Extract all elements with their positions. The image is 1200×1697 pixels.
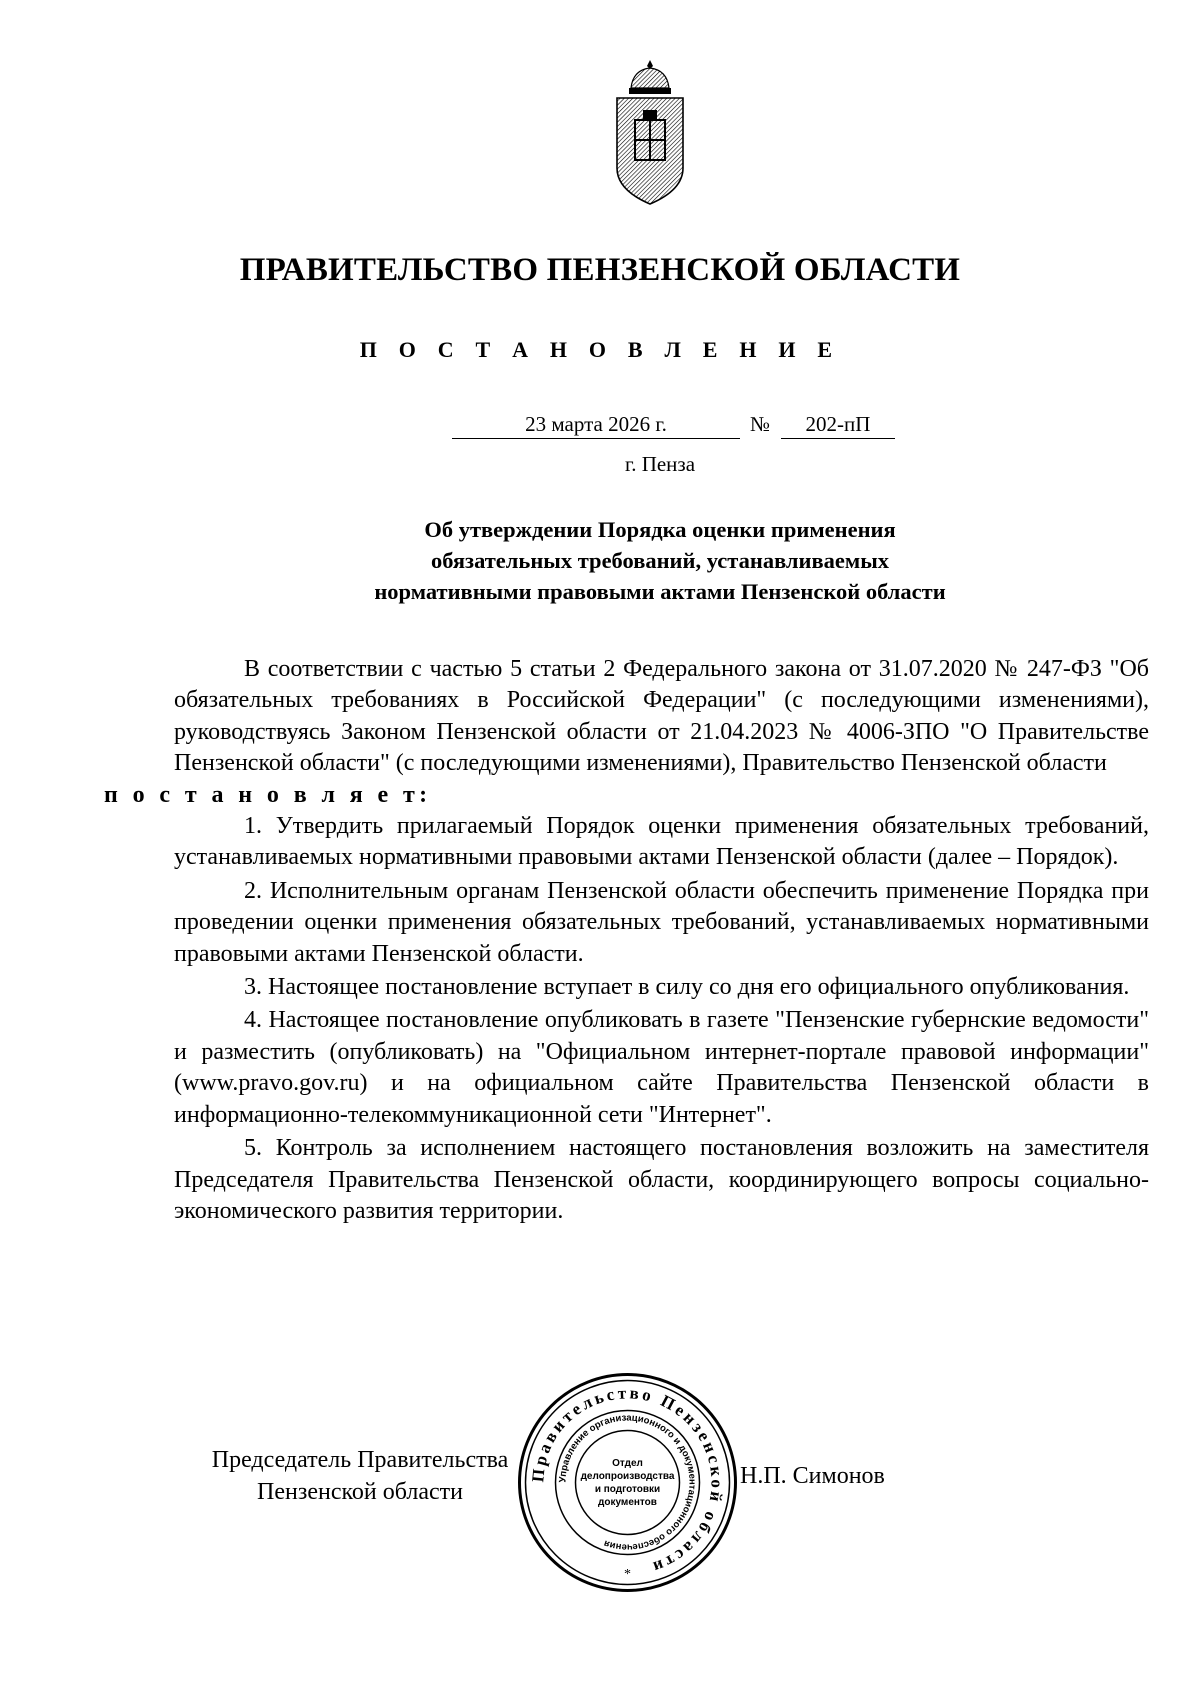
document-subject xyxy=(0,514,1200,607)
signatory-title xyxy=(180,1444,540,1508)
subject-line: Об утверждении Порядка оценки применения xyxy=(424,517,896,542)
document-date: 23 марта 2026 г. xyxy=(452,410,740,439)
signatory-name: Н.П. Симонов xyxy=(740,1463,885,1489)
decides-word: п о с т а н о в л я е т: xyxy=(104,781,432,808)
number-sign: № xyxy=(749,412,771,436)
preamble-text: В соответствии с частью 5 статьи 2 Федерального закона от 31.07.2020 № 247-ФЗ "Об обязательных требованиях в Российской Федерации" (с последующими изменениями), руководствуясь Законом Пензенской области от 21.04.2023 № 4006-ЗПО "О Правительстве Пензенской области" (с последующими изменениями), Правительство Пензенской области xyxy=(174,656,1149,777)
seal-inner-text: Управление организационного и документационного обеспечения xyxy=(557,1412,698,1553)
coat-of-arms-icon xyxy=(609,58,691,208)
subject-line: обязательных требований, устанавливаемых xyxy=(430,548,890,573)
signatory-title-line: Председатель Правительства xyxy=(211,1447,509,1473)
seal-center-line: делопроизводства xyxy=(580,1471,675,1482)
seal-outer-text: Правительство Пензенской области xyxy=(528,1383,727,1579)
government-title: ПРАВИТЕЛЬСТВО ПЕНЗЕНСКОЙ ОБЛАСТИ xyxy=(239,252,961,288)
document-number: 202-пП xyxy=(781,410,895,439)
document-body xyxy=(104,654,1149,1227)
preamble xyxy=(104,654,1149,811)
clause-4: 4. Настоящее постановление опубликовать в газете "Пензенские губернские ведомости" и разместить (опубликовать) на "Официальном интернет-портале правовой информации" (www.pravo.gov.ru) и на официальном сайте Правительства Пензенской области в информационно-телекоммуникационной сети "Интернет". xyxy=(174,1007,1149,1128)
official-seal xyxy=(515,1370,740,1595)
seal-center-line: Отдел xyxy=(612,1458,643,1469)
seal-star: * xyxy=(624,1567,631,1582)
subject-line: нормативными правовыми актами Пензенской области xyxy=(374,579,946,604)
seal-center-line: и подготовки xyxy=(594,1484,661,1495)
clause-2: 2. Исполнительным органам Пензенской области обеспечить применение Порядка при проведении оценки применения обязательных требований, устанавливаемых нормативными правовыми актами Пензенской области. xyxy=(174,877,1149,967)
clause-1: 1. Утвердить прилагаемый Порядок оценки применения обязательных требований, устанавливаемых нормативными правовыми актами Пензенской области (далее – Порядок). xyxy=(174,813,1149,871)
seal-center-line: документов xyxy=(598,1497,657,1508)
city: г. Пенза xyxy=(624,452,696,476)
clause-3: 3. Настоящее постановление вступает в силу со дня его официального опубликования. xyxy=(244,974,1130,1001)
clause-5: 5. Контроль за исполнением настоящего постановления возложить на заместителя Председателя Правительства Пензенской области, координирующего вопросы социально-экономического развития территории. xyxy=(174,1135,1149,1224)
svg-text:Управление организационного и xyxy=(557,1412,697,1552)
document-type: П О С Т А Н О В Л Е Н И Е xyxy=(359,337,841,362)
signatory-title-line: Пензенской области xyxy=(257,1479,463,1505)
